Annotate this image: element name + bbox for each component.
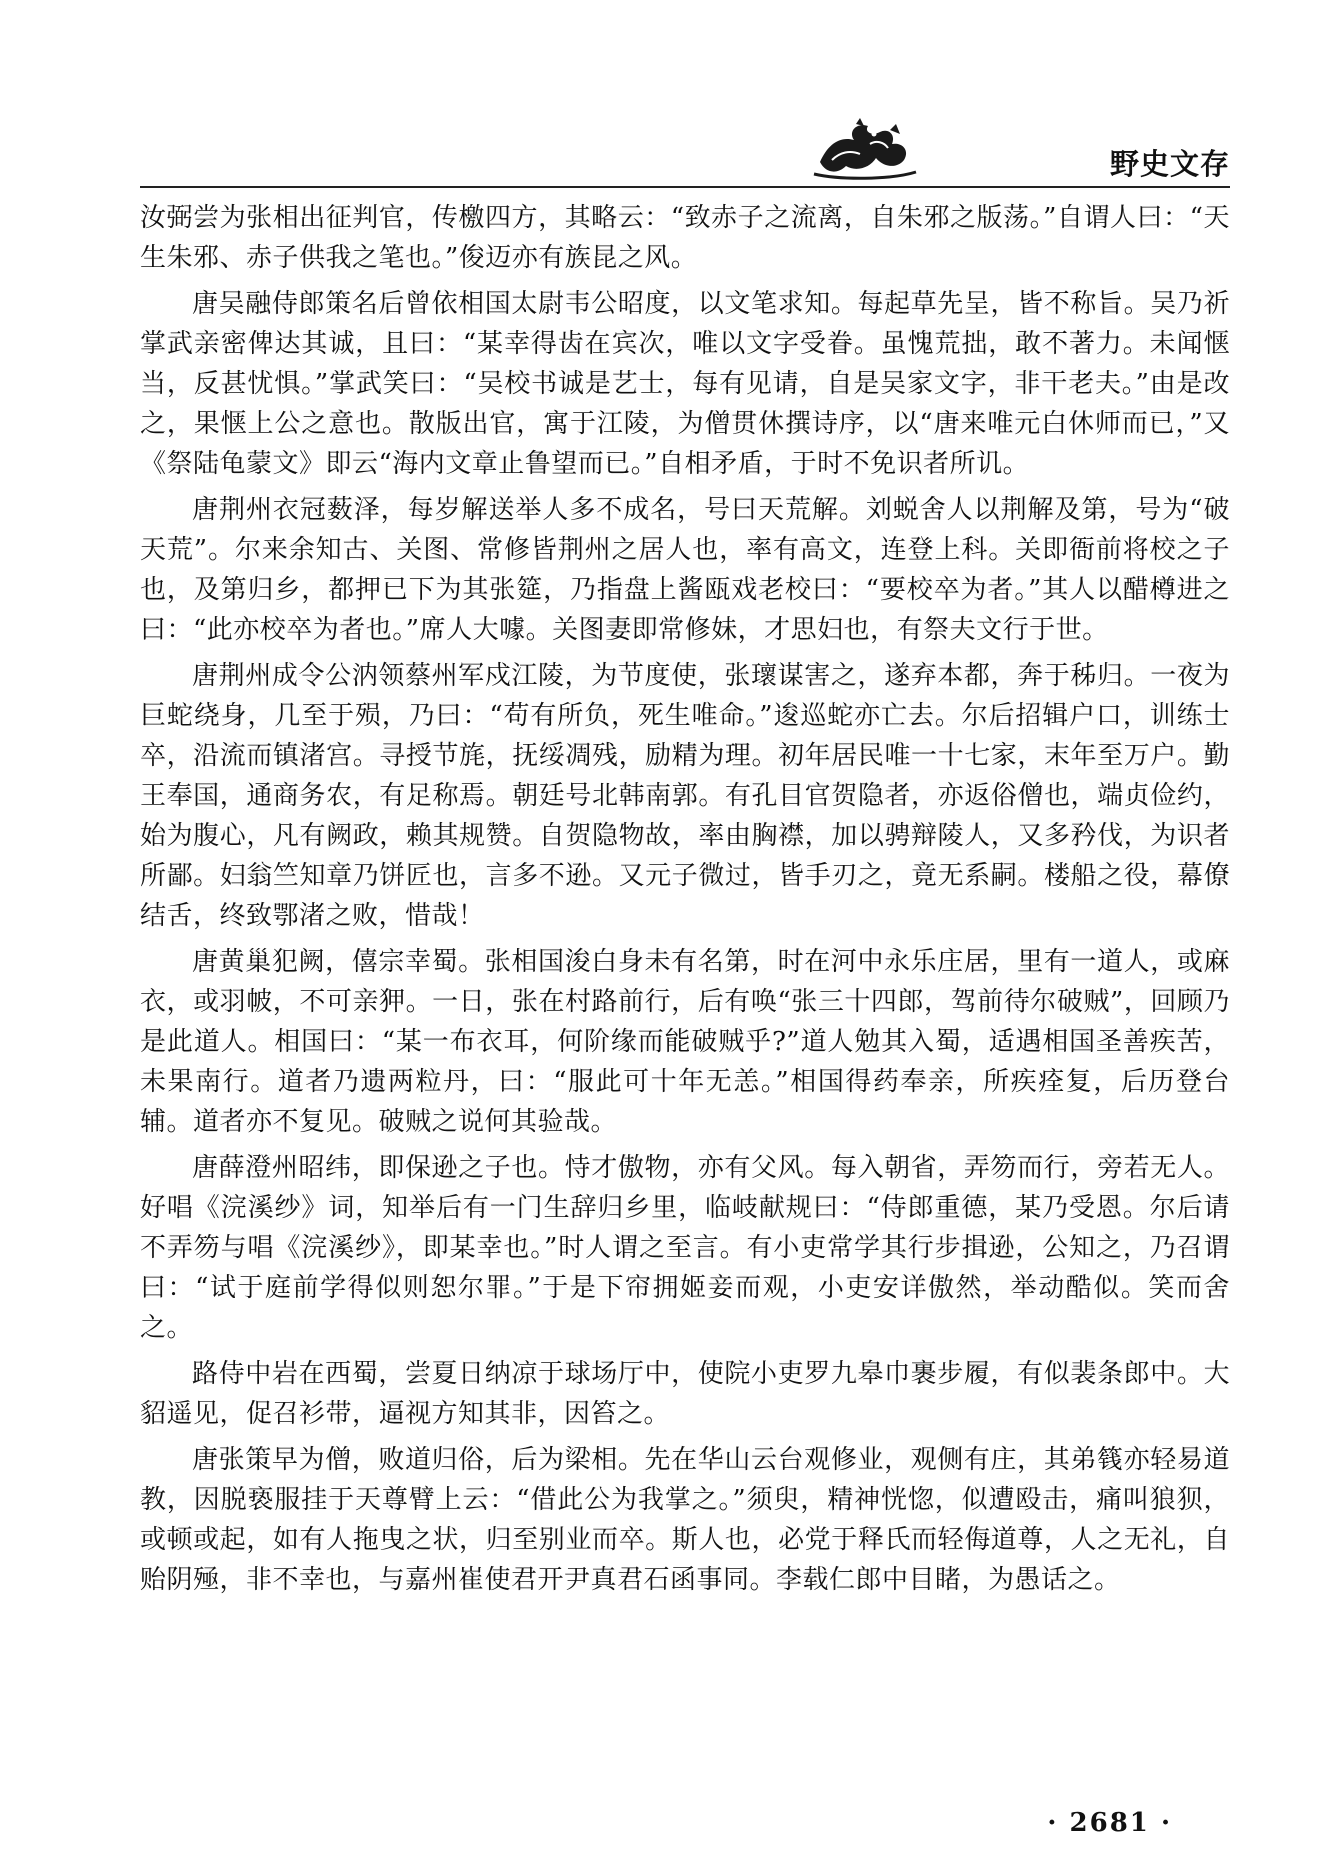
paragraph-8: 唐张策早为僧，败道归俗，后为梁相。先在华山云台观修业，观侧有庄，其弟篯亦轻易道教，因脱亵服挂于天尊臂上云：“借此公为我掌之。”须臾，精神恍惚，似遭殴击，痛叫狼狈，或顿或起，如有人拖曳之状，归至别业而卒。斯人也，必党于释氏而轻侮道尊，人之无礼，自贻阴殛，非不幸也，与嘉州崔使君开尹真君石函事同。李载仁郎中目睹，为愚话之。 bbox=[140, 1445, 1230, 1595]
paragraph-2: 唐吴融侍郎策名后曾依相国太尉韦公昭度，以文笔求知。每起草先呈，皆不称旨。吴乃祈掌武亲密俾达其诚，且曰：“某幸得齿在宾次，唯以文字受眷。虽愧荒拙，敢不著力。未闻惬当，反甚忧惧。”掌武笑曰：“吴校书诚是艺士，每有见请，自是吴家文字，非干老夫。”由是改之，果惬上公之意也。散版出官，寓于江陵，为僧贯休撰诗序，以“唐来唯元白休师而已，”又《祭陆龟蒙文》即云“海内文章止鲁望而已。”自相矛盾，于时不免识者所讥。 bbox=[140, 289, 1230, 479]
paragraph-7: 路侍中岩在西蜀，尝夏日纳凉于球场厅中，使院小吏罗九皋巾裹步履，有似裴条郎中。大貂遥见，促召衫带，逼视方知其非，因笞之。 bbox=[140, 1359, 1230, 1429]
paragraph-5: 唐黄巢犯阙，僖宗幸蜀。张相国浚白身未有名第，时在河中永乐庄居，里有一道人，或麻衣，或羽帔，不可亲狎。一日，张在村路前行，后有唤“张三十四郎，驾前待尔破贼”，回顾乃是此道人。相国曰：“某一布衣耳，何阶缘而能破贼乎?”道人勉其入蜀，适遇相国圣善疾苦，未果南行。道者乃遗两粒丹，曰：“服此可十年无恙。”相国得药奉亲，所疾痊复，后历登台辅。道者亦不复见。破贼之说何其验哉。 bbox=[140, 947, 1230, 1137]
page-header bbox=[140, 120, 1230, 188]
header-title: 野史文存 bbox=[1109, 147, 1230, 181]
paragraph-1: 汝弼尝为张相出征判官，传檄四方，其略云：“致赤子之流离，自朱邪之版荡。”自谓人曰：“天生朱邪、赤子供我之笔也。”俊迈亦有族昆之风。 bbox=[140, 203, 1230, 273]
paragraph-3: 唐荆州衣冠薮泽，每岁解送举人多不成名，号曰天荒解。刘蜕舍人以荆解及第，号为“破天荒”。尔来余知古、关图、常修皆荆州之居人也，率有高文，连登上科。关即衙前将校之子也，及第归乡，都押已下为其张筵，乃指盘上酱瓯戏老校曰：“要校卒为者。”其人以醋樽进之曰：“此亦校卒为者也。”席人大噱。关图妻即常修妹，才思妇也，有祭夫文行于世。 bbox=[140, 495, 1230, 645]
paragraph-6: 唐薛澄州昭纬，即保逊之子也。恃才傲物，亦有父风。每入朝省，弄笏而行，旁若无人。好唱《浣溪纱》词，知举后有一门生辞归乡里，临岐献规曰：“侍郎重德，某乃受恩。尔后请不弄笏与唱《浣溪纱》，即某幸也。”时人谓之至言。有小吏常学其行步揖逊，公知之，乃召谓曰：“试于庭前学得似则恕尔罪。”于是下帘拥姬妾而观，小吏安详傲然，举动酷似。笑而舍之。 bbox=[140, 1153, 1230, 1343]
header-divider bbox=[140, 186, 1230, 188]
dragon-emblem-icon bbox=[810, 114, 920, 186]
paragraph-4: 唐荆州成令公汭领蔡州军戍江陵，为节度使，张瓌谋害之，遂弃本都，奔于秭归。一夜为巨蛇绕身，几至于殒，乃曰：“苟有所负，死生唯命。”逡巡蛇亦亡去。尔后招辑户口，训练士卒，沿流而镇渚宫。寻授节旄，抚绥凋残，励精为理。初年居民唯一十七家，末年至万户。勤王奉国，通商务农，有足称焉。朝廷号北韩南郭。有孔目官贺隐者，亦返俗僧也，端贞俭约，始为腹心，凡有阙政，赖其规赞。自贺隐物故，率由胸襟，加以骋辩陵人，又多矜伐，为识者所鄙。妇翁竺知章乃饼匠也，言多不逊。又元子微过，皆手刃之，竟无系嗣。楼船之役，幕僚结舌，终致鄂渚之败，惜哉！ bbox=[140, 661, 1230, 931]
page-number: · 2681 · bbox=[1047, 1808, 1172, 1838]
main-text bbox=[140, 198, 1230, 1606]
